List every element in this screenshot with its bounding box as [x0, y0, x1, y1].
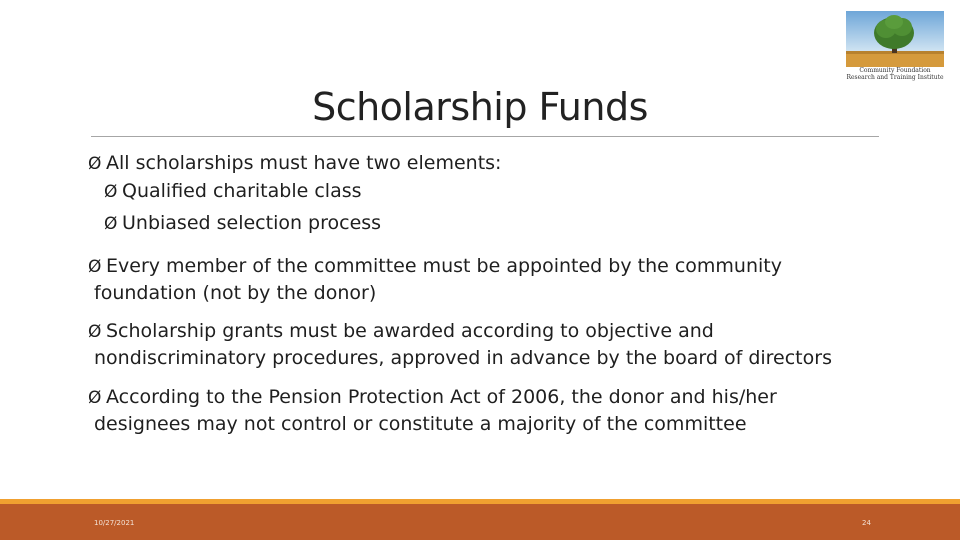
bullet-4-text: According to the Pension Protection Act of 2006, the donor and his/her [106, 386, 777, 408]
logo-caption [846, 67, 944, 81]
bullet-1-text: All scholarships must have two elements: [106, 152, 502, 174]
sub-bullet-2-text: Unbiased selection process [122, 212, 382, 234]
sub-bullet-1 [104, 178, 362, 205]
logo-caption-line2: Research and Training Institute [846, 74, 944, 81]
bullet-2-text: Every member of the committee must be appointed by the community [106, 255, 782, 277]
bullet-3-text: Scholarship grants must be awarded according to objective and [106, 320, 714, 342]
tree-logo-icon [846, 11, 944, 67]
bullet-arrow-icon: Ø [104, 182, 118, 202]
bullet-arrow-icon: Ø [88, 154, 102, 174]
bullet-1 [88, 150, 501, 177]
logo-caption-line1: Community Foundation [859, 67, 931, 74]
title-divider [91, 136, 879, 137]
bullet-3-text-continued: nondiscriminatory procedures, approved in advance by the board of directors [94, 347, 832, 369]
footer-date: 10/27/2021 [94, 519, 135, 527]
bullet-4-text-continued: designees may not control or constitute a majority of the committee [94, 413, 747, 435]
bullet-arrow-icon: Ø [88, 322, 102, 342]
slide-title: Scholarship Funds [312, 85, 648, 129]
footer-page-number: 24 [862, 519, 871, 527]
bullet-arrow-icon: Ø [88, 257, 102, 277]
logo [846, 11, 944, 83]
sub-bullet-2 [104, 210, 381, 237]
bullet-4 [88, 384, 777, 437]
bullet-arrow-icon: Ø [104, 214, 118, 234]
sub-bullet-1-text: Qualified charitable class [122, 180, 362, 202]
bullet-2 [88, 253, 782, 306]
bullet-2-text-continued: foundation (not by the donor) [94, 282, 377, 304]
bullet-3 [88, 318, 832, 371]
bullet-arrow-icon: Ø [88, 388, 102, 408]
footer-band [0, 504, 960, 540]
